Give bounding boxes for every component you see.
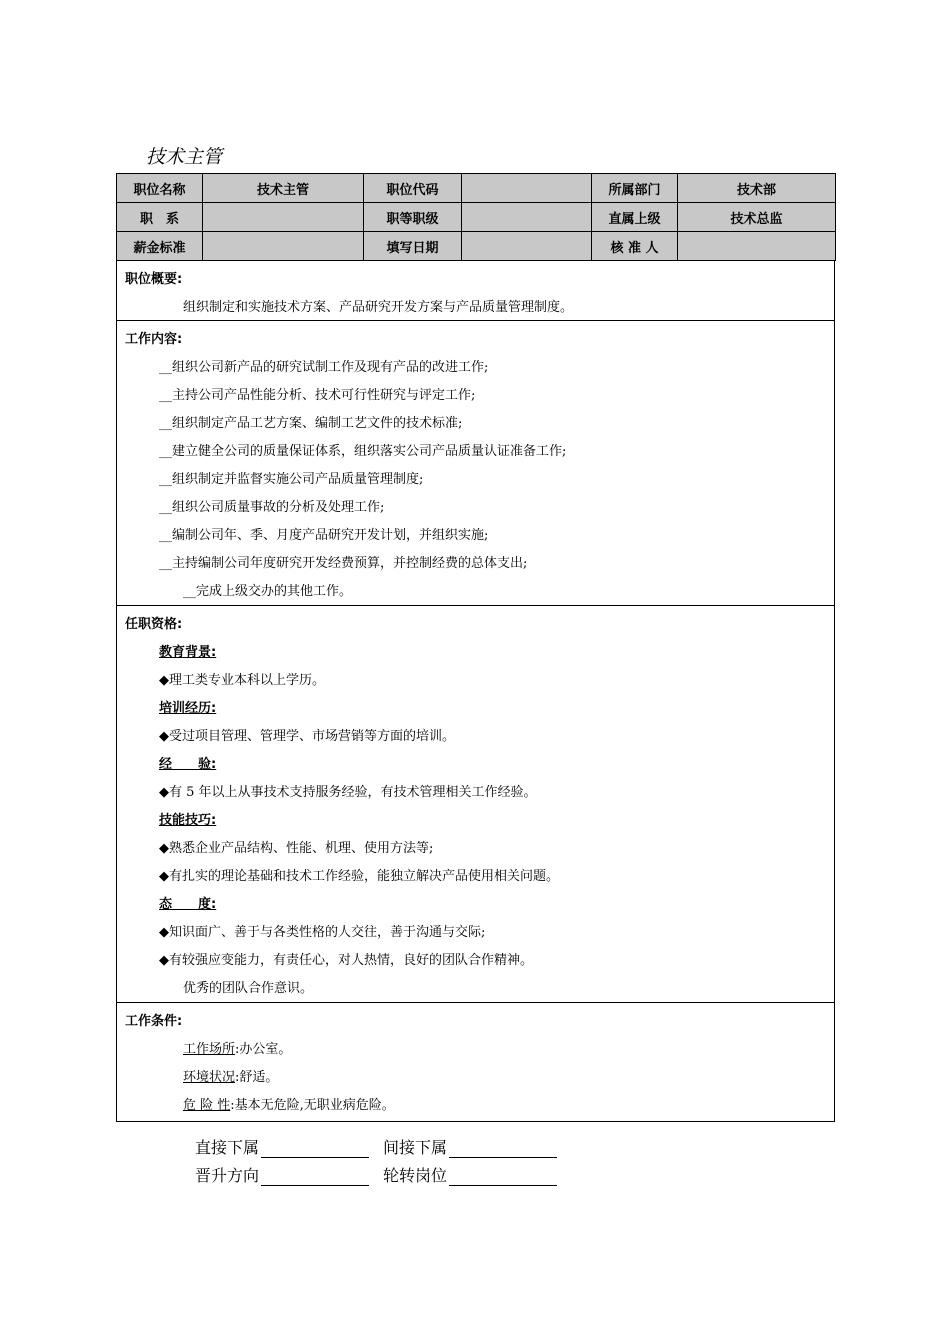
duties-heading: 工作内容: <box>125 332 183 347</box>
list-item: 优秀的团队合作意识。 <box>183 981 314 996</box>
list-item: __主持编制公司年度研究开发经费预算，并控制经费的总体支出; <box>159 556 528 571</box>
table-cell <box>678 232 836 261</box>
workplace-label: 工作场所 <box>183 1042 236 1057</box>
list-item: __组织公司新产品的研究试制工作及现有产品的改进工作; <box>159 360 489 375</box>
environment-value: :舒适。 <box>235 1070 279 1085</box>
list-item: ◆有扎实的理论基础和技术工作经验，能独立解决产品使用相关问题。 <box>159 869 559 884</box>
workplace-row <box>183 1038 291 1057</box>
list-item: __建立健全公司的质量保证体系，组织落实公司产品质量认证准备工作; <box>159 444 567 459</box>
table-cell: 职 系 <box>117 203 203 232</box>
table-cell <box>203 232 364 261</box>
environment-label: 环境状况 <box>183 1070 236 1085</box>
table-cell: 技术部 <box>678 174 836 203</box>
environment-row <box>183 1066 278 1085</box>
table-cell <box>462 174 592 203</box>
list-item: ◆知识面广、善于与各类性格的人交往，善于沟通与交际; <box>159 925 486 940</box>
table-row <box>117 203 836 232</box>
table-cell: 填写日期 <box>364 232 462 261</box>
education-label: 教育背景: <box>159 645 217 660</box>
risk-row <box>183 1094 395 1113</box>
table-row <box>117 174 836 203</box>
skills-label: 技能技巧: <box>159 813 217 828</box>
training-text: ◆受过项目管理、管理学、市场营销等方面的培训。 <box>159 729 455 744</box>
summary-heading: 职位概要: <box>125 272 183 287</box>
indirect-subordinate-label: 间接下属 <box>383 1138 448 1157</box>
blank-line <box>449 1143 557 1158</box>
table-cell: 技术总监 <box>678 203 836 232</box>
training-label: 培训经历: <box>159 701 217 716</box>
promotion-field <box>195 1163 369 1186</box>
list-item: ◆有较强应变能力，有责任心，对人热情，良好的团队合作精神。 <box>159 953 533 968</box>
list-item: __组织制定产品工艺方案、编制工艺文件的技术标准; <box>159 416 463 431</box>
list-item: __组织制定并监督实施公司产品质量管理制度; <box>159 472 424 487</box>
table-cell: 所属部门 <box>592 174 678 203</box>
table-cell: 直属上级 <box>592 203 678 232</box>
indirect-subordinate-field <box>383 1135 557 1158</box>
table-cell: 职等职级 <box>364 203 462 232</box>
table-cell: 薪金标准 <box>117 232 203 261</box>
table-cell: 职位名称 <box>117 174 203 203</box>
document-title: 技术主管 <box>146 146 223 168</box>
blank-line <box>261 1143 369 1158</box>
direct-subordinate-field <box>195 1135 369 1158</box>
summary-section <box>116 261 835 321</box>
risk-value: :基本无危险,无职业病危险。 <box>230 1098 395 1113</box>
conditions-section <box>116 1003 835 1122</box>
summary-text: 组织制定和实施技术方案、产品研究开发方案与产品质量管理制度。 <box>183 300 574 315</box>
attitude-label: 态 度: <box>159 897 217 912</box>
table-cell <box>462 232 592 261</box>
education-text: ◆理工类专业本科以上学历。 <box>159 673 325 688</box>
list-item: __完成上级交办的其他工作。 <box>183 584 353 599</box>
table-cell: 技术主管 <box>203 174 364 203</box>
direct-subordinate-label: 直接下属 <box>195 1138 260 1157</box>
position-info-table <box>116 173 836 261</box>
promotion-label: 晋升方向 <box>195 1166 260 1185</box>
qualifications-section <box>116 606 835 1003</box>
table-cell <box>203 203 364 232</box>
list-item: __组织公司质量事故的分析及处理工作; <box>159 500 385 515</box>
conditions-heading: 工作条件: <box>125 1014 183 1029</box>
duties-section <box>116 321 835 606</box>
blank-line <box>261 1171 369 1186</box>
table-cell: 职位代码 <box>364 174 462 203</box>
table-cell <box>462 203 592 232</box>
rotation-field <box>383 1163 557 1186</box>
blank-line <box>449 1171 557 1186</box>
list-item: __主持公司产品性能分析、技术可行性研究与评定工作; <box>159 388 476 403</box>
qualifications-heading: 任职资格: <box>125 617 183 632</box>
list-item: ◆熟悉企业产品结构、性能、机理、使用方法等; <box>159 841 434 856</box>
risk-label: 危 险 性 <box>183 1098 231 1113</box>
list-item: __编制公司年、季、月度产品研究开发计划，并组织实施; <box>159 528 489 543</box>
table-row <box>117 232 836 261</box>
experience-label: 经 验: <box>159 757 217 772</box>
rotation-label: 轮转岗位 <box>383 1166 448 1185</box>
table-cell: 核 准 人 <box>592 232 678 261</box>
experience-text: ◆有 5 年以上从事技术支持服务经验，有技术管理相关工作经验。 <box>159 785 537 800</box>
workplace-value: :办公室。 <box>235 1042 292 1057</box>
